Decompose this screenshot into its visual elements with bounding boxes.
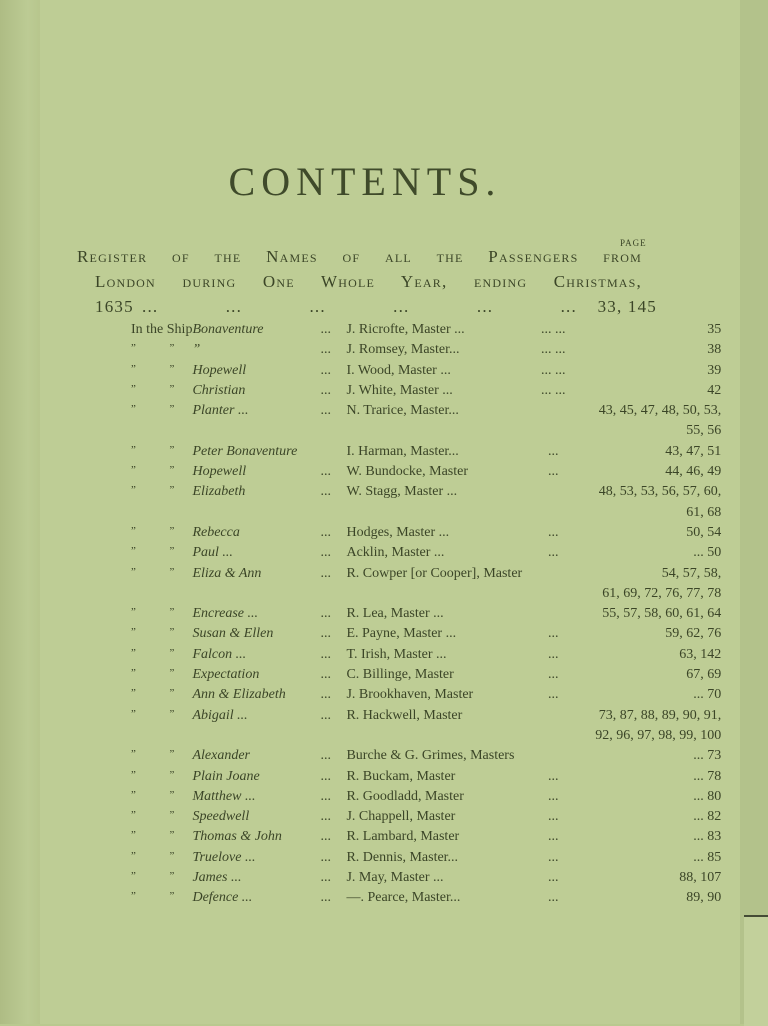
- ditto-mark: ”: [131, 565, 136, 578]
- leader-dots: [522, 606, 584, 626]
- contents-entry: [113, 606, 721, 626]
- contents-entry: [113, 748, 721, 768]
- leader-dots: ...: [320, 667, 331, 683]
- contents-entry: [113, 403, 721, 423]
- contents-entry: [113, 383, 721, 403]
- page-numbers-continued: 61, 68: [686, 504, 722, 520]
- ditto-mark: ”: [131, 809, 136, 822]
- master-name: J. Brookhaven, Master: [346, 687, 474, 703]
- contents-entry: [113, 464, 721, 484]
- leader-dots: ...: [547, 687, 559, 703]
- page-numbers: ... 73: [693, 748, 722, 764]
- ditto-mark: ”: [131, 626, 136, 639]
- contents-entry: [113, 626, 721, 646]
- ditto-mark: ”: [131, 545, 136, 558]
- contents-table: [113, 322, 721, 911]
- leader-dots: ...: [320, 484, 331, 500]
- register-line-1: Register of the Names of all the Passengers from: [77, 247, 642, 266]
- leader-dots: ... ...: [540, 322, 566, 337]
- page-numbers-continued: 61, 69, 72, 76, 77, 78: [602, 585, 722, 601]
- page-title: CONTENTS.: [228, 159, 502, 204]
- ship-name: Encrease ...: [192, 606, 259, 622]
- ditto-mark: ”: [131, 342, 136, 355]
- ditto-mark: ”: [131, 890, 136, 903]
- ship-name: Ann & Elizabeth: [192, 687, 286, 703]
- ditto-mark: ”: [131, 382, 136, 395]
- page-numbers: 38: [707, 342, 722, 358]
- page-edge: [740, 0, 768, 1024]
- ditto-mark: ”: [169, 565, 175, 578]
- master-name: W. Stagg, Master ...: [346, 484, 458, 500]
- ship-name: Paul ...: [192, 545, 233, 561]
- ditto-mark: ”: [169, 849, 175, 862]
- master-name: Burche & G. Grimes, Masters: [346, 748, 515, 764]
- contents-entry: [113, 545, 721, 565]
- ditto-mark: ”: [169, 403, 175, 416]
- ditto-mark: ”: [169, 464, 175, 477]
- register-line-2: London during One Whole Year, ending Christmas,: [95, 272, 642, 291]
- page-column-label: PAGE: [620, 238, 647, 248]
- master-name: R. Cowper [or Cooper], Master: [346, 565, 523, 581]
- contents-entry: [113, 647, 721, 667]
- ditto-mark: ”: [169, 484, 175, 497]
- contents-entry: [113, 890, 721, 910]
- page-numbers: 50, 54: [686, 524, 722, 540]
- ditto-mark: ”: [169, 626, 175, 639]
- ditto-mark: ”: [131, 403, 136, 416]
- page-numbers: 48, 53, 53, 56, 57, 60,: [598, 484, 722, 500]
- ship-name: Susan & Ellen: [192, 626, 274, 642]
- leader-dots: ...: [320, 464, 331, 480]
- master-name: N. Trarice, Master...: [346, 403, 459, 419]
- ditto-mark: ”: [131, 687, 136, 700]
- ship-name: Thomas & John: [192, 829, 282, 845]
- page-numbers: 39: [707, 362, 722, 378]
- page-numbers: ... 80: [693, 788, 722, 804]
- ship-name: Bonaventure: [192, 322, 264, 337]
- page-numbers: ... 85: [693, 849, 722, 865]
- page-numbers: 43, 47, 51: [665, 443, 722, 459]
- ditto-mark: ”: [169, 606, 175, 619]
- ditto-mark: ”: [169, 788, 175, 801]
- book-gutter: [0, 0, 40, 1024]
- ship-name: Alexander: [192, 748, 250, 764]
- page-numbers: 35: [707, 322, 722, 337]
- leader-dots: [320, 444, 346, 464]
- ship-name: James ...: [192, 870, 242, 886]
- contents-entry-continuation: [113, 423, 721, 443]
- ship-name: ”: [192, 342, 201, 358]
- ship-name: Speedwell: [192, 809, 250, 825]
- page-numbers: 54, 57, 58,: [661, 565, 722, 581]
- master-name: R. Goodladd, Master: [346, 788, 464, 804]
- leader-dots: ...: [320, 646, 331, 662]
- next-page-edge: [744, 915, 768, 1026]
- page-numbers: 89, 90: [686, 890, 722, 906]
- ship-name: Planter ...: [192, 403, 249, 419]
- contents-entry-continuation: [113, 728, 721, 748]
- ship-name: Eliza & Ann: [192, 565, 262, 581]
- ditto-mark: ”: [169, 748, 175, 761]
- contents-entry: [113, 687, 721, 707]
- leader-dots: [522, 708, 584, 728]
- ship-name: Matthew ...: [192, 788, 256, 804]
- leader-dots: [522, 566, 584, 586]
- ditto-mark: ”: [169, 382, 175, 395]
- leader-dots: ...: [547, 646, 559, 662]
- ditto-mark: ”: [131, 464, 136, 477]
- ship-name: Truelove ...: [192, 849, 256, 865]
- contents-entry: [113, 870, 721, 890]
- master-name: Acklin, Master ...: [346, 545, 445, 561]
- leader-dots: ...: [320, 687, 331, 703]
- leader-dots: ...: [547, 849, 559, 865]
- ship-name: Rebecca: [192, 524, 240, 540]
- ship-name: Peter Bonaventure: [192, 443, 298, 459]
- leader-dots: ...: [320, 829, 331, 845]
- leader-dots: ...: [320, 403, 331, 419]
- ditto-mark: ”: [169, 768, 175, 781]
- leader-dots: ...: [320, 626, 331, 642]
- contents-entry-continuation: [113, 586, 721, 606]
- master-name: R. Lambard, Master: [346, 829, 460, 845]
- contents-entry: [113, 444, 721, 464]
- ditto-mark: ”: [131, 748, 136, 761]
- ditto-mark: ”: [169, 667, 175, 680]
- page-numbers: 59, 62, 76: [665, 626, 722, 642]
- leader-dots: ...: [320, 890, 331, 906]
- ditto-mark: ”: [131, 606, 136, 619]
- leader-dots: ...: [547, 809, 559, 825]
- leader-dots: ...: [547, 626, 559, 642]
- master-name: J. May, Master ...: [346, 870, 444, 886]
- ditto-mark: ”: [169, 829, 175, 842]
- leader-dots: ...: [547, 829, 559, 845]
- ditto-mark: ”: [169, 870, 175, 883]
- ditto-mark: ”: [131, 484, 136, 497]
- leader-dots: ...: [320, 524, 331, 540]
- ditto-mark: ”: [169, 443, 175, 456]
- ditto-mark: ”: [131, 362, 136, 375]
- page-numbers-continued: 92, 96, 97, 98, 99, 100: [595, 727, 722, 743]
- ditto-mark: ”: [131, 646, 136, 659]
- contents-entry: [113, 566, 721, 586]
- ship-name: Expectation: [192, 667, 260, 683]
- contents-entry: [113, 850, 721, 870]
- contents-entry: [113, 829, 721, 849]
- leader-dots: ...: [547, 768, 559, 784]
- ditto-mark: ”: [169, 707, 175, 720]
- master-name: Hodges, Master ...: [346, 524, 450, 540]
- ditto-mark: ”: [131, 524, 136, 537]
- contents-entry: [113, 769, 721, 789]
- leader-dots: ...: [320, 809, 331, 825]
- leader-dots: ...: [320, 788, 331, 804]
- contents-entry: [113, 484, 721, 504]
- leader-dots: ...: [320, 606, 331, 622]
- contents-entry-continuation: [113, 505, 721, 525]
- page-numbers: 63, 142: [679, 646, 722, 662]
- register-heading: [77, 244, 657, 319]
- leader-dots: ...: [320, 565, 331, 581]
- page-numbers: 73, 87, 88, 89, 90, 91,: [598, 707, 722, 723]
- master-name: J. Romsey, Master...: [346, 342, 460, 358]
- master-name: J. Chappell, Master: [346, 809, 456, 825]
- leader-dots: ...: [320, 707, 331, 723]
- ship-name: Defence ...: [192, 890, 253, 906]
- contents-entry: [113, 322, 721, 342]
- page-numbers: ... 83: [693, 829, 722, 845]
- contents-entry: [113, 667, 721, 687]
- register-pages: 33, 145: [597, 297, 657, 316]
- ditto-mark: ”: [131, 849, 136, 862]
- leader-dots: [522, 748, 584, 768]
- leader-dots: ...: [320, 382, 331, 398]
- ditto-mark: ”: [169, 362, 175, 375]
- leader-dots: ...: [547, 788, 559, 804]
- ditto-mark: ”: [169, 687, 175, 700]
- contents-entry: [113, 525, 721, 545]
- page-numbers: 55, 57, 58, 60, 61, 64: [602, 606, 722, 622]
- ship-name: Hopewell: [192, 464, 247, 480]
- leader-dots: ...: [547, 524, 559, 540]
- leader-dots: ...: [547, 890, 559, 906]
- ditto-mark: ”: [169, 890, 175, 903]
- master-name: E. Payne, Master ...: [346, 626, 457, 642]
- leader-dots: [522, 484, 584, 504]
- leader-dots: ...: [320, 748, 331, 764]
- master-name: C. Billinge, Master: [346, 667, 454, 683]
- ship-name: Elizabeth: [192, 484, 246, 500]
- ditto-mark: ”: [131, 707, 136, 720]
- leader-dots: ...: [547, 870, 559, 886]
- page-numbers: 43, 45, 47, 48, 50, 53,: [598, 403, 722, 419]
- ditto-mark: ”: [169, 545, 175, 558]
- leader-dots: ... ...: [540, 342, 566, 358]
- contents-entry: [113, 363, 721, 383]
- leader-dots: ...: [547, 667, 559, 683]
- ditto-mark: ”: [131, 768, 136, 781]
- ditto-mark: ”: [169, 524, 175, 537]
- leader-dots: ... ...: [540, 362, 566, 378]
- register-year: 1635: [95, 297, 134, 316]
- ditto-mark: ”: [131, 443, 136, 456]
- leader-dots: ...: [320, 870, 331, 886]
- ditto-mark: ”: [169, 646, 175, 659]
- master-name: W. Bundocke, Master: [346, 464, 469, 480]
- master-name: I. Wood, Master ...: [346, 362, 451, 378]
- master-name: I. Harman, Master...: [346, 443, 459, 459]
- contents-entry: [113, 789, 721, 809]
- leader-dots: ...: [320, 545, 331, 561]
- page-numbers: ... 70: [693, 687, 722, 703]
- page-numbers: ... 82: [693, 809, 722, 825]
- page-numbers: ... 50: [693, 545, 722, 561]
- ship-prefix: In the Ship: [131, 322, 193, 337]
- master-name: R. Lea, Master ...: [346, 606, 444, 622]
- register-line-3: [77, 294, 657, 319]
- leader-dots: ... ...: [540, 382, 566, 398]
- page-numbers: 88, 107: [679, 870, 722, 886]
- page-numbers: 44, 46, 49: [665, 464, 722, 480]
- page-numbers-continued: 55, 56: [686, 423, 722, 439]
- leader-dots: ...: [547, 545, 559, 561]
- leader-dots: ...: [320, 342, 331, 358]
- leader-dots: [522, 403, 584, 423]
- leader-dots: ...: [547, 443, 559, 459]
- ditto-mark: ”: [169, 342, 175, 355]
- page-numbers: 67, 69: [686, 667, 722, 683]
- master-name: R. Hackwell, Master: [346, 707, 463, 723]
- leader-dots: ...: [320, 322, 331, 337]
- contents-entry: [113, 809, 721, 829]
- leader-dots: ...: [320, 768, 331, 784]
- ditto-mark: ”: [131, 870, 136, 883]
- register-leaders: ... ... ... ... ... ...: [142, 297, 577, 316]
- ship-name: Plain Joane: [192, 768, 260, 784]
- page-numbers: 42: [707, 382, 722, 398]
- page-numbers: ... 78: [693, 768, 722, 784]
- master-name: J. Ricrofte, Master ...: [346, 322, 465, 337]
- leader-dots: ...: [320, 362, 331, 378]
- master-name: R. Buckam, Master: [346, 768, 456, 784]
- ditto-mark: ”: [169, 809, 175, 822]
- contents-entry: [113, 708, 721, 728]
- master-name: —. Pearce, Master...: [346, 890, 461, 906]
- ditto-mark: ”: [131, 788, 136, 801]
- ditto-mark: ”: [131, 829, 136, 842]
- contents-entry: [113, 342, 721, 362]
- ship-name: Falcon ...: [192, 646, 247, 662]
- leader-dots: ...: [547, 464, 559, 480]
- leader-dots: ...: [320, 849, 331, 865]
- master-name: T. Irish, Master ...: [346, 646, 447, 662]
- ship-name: Abigail ...: [192, 707, 248, 723]
- ship-name: Hopewell: [192, 362, 247, 378]
- ship-name: Christian: [192, 382, 246, 398]
- master-name: R. Dennis, Master...: [346, 849, 459, 865]
- master-name: J. White, Master ...: [346, 382, 453, 398]
- ditto-mark: ”: [131, 667, 136, 680]
